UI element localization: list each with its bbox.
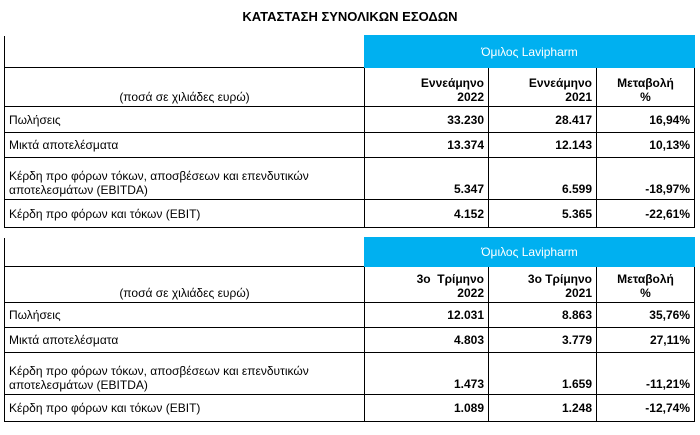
column-header-line2: % <box>640 286 651 300</box>
value-cell: 1.473 <box>365 353 489 395</box>
table-row <box>5 200 695 228</box>
value-cell: 10,13% <box>597 133 695 158</box>
value-cell: 3.779 <box>489 328 597 353</box>
value-cell: 1.659 <box>489 353 597 395</box>
table-row <box>5 395 695 422</box>
row-label: Πωλήσεις <box>5 303 365 328</box>
value-cell: 5.365 <box>489 200 597 228</box>
value-cell: 16,94% <box>597 107 695 133</box>
column-header-line2: 2021 <box>565 286 592 300</box>
row-label: Μικτά αποτελέσματα <box>5 133 365 158</box>
column-header-line1: Μεταβολή <box>617 76 674 90</box>
column-header-line2: 2022 <box>457 90 484 104</box>
column-header-line2: % <box>640 90 651 104</box>
header-row <box>5 267 695 303</box>
column-header-line1: Εννεάμηνο <box>420 76 484 90</box>
units-label: (ποσά σε χιλιάδες ευρώ) <box>5 68 365 107</box>
blank-cell <box>5 238 365 267</box>
row-label: Πωλήσεις <box>5 107 365 133</box>
value-cell: 28.417 <box>489 107 597 133</box>
value-cell: 8.863 <box>489 303 597 328</box>
value-cell: 33.230 <box>365 107 489 133</box>
column-header-line1: Μεταβολή <box>617 272 674 286</box>
value-cell: -18,97% <box>597 158 695 200</box>
table-row <box>5 107 695 133</box>
column-header-line2: 2021 <box>565 90 592 104</box>
table-row <box>5 133 695 158</box>
value-cell: -22,61% <box>597 200 695 228</box>
value-cell: 4.803 <box>365 328 489 353</box>
value-cell: 1.248 <box>489 395 597 422</box>
units-label: (ποσά σε χιλιάδες ευρώ) <box>5 267 365 303</box>
row-label: Κέρδη προ φόρων και τόκων (EBIT) <box>5 395 365 422</box>
value-cell: -11,21% <box>597 353 695 395</box>
column-header <box>365 68 489 107</box>
value-cell: 12.143 <box>489 133 597 158</box>
table-row <box>5 353 695 395</box>
row-label: Μικτά αποτελέσματα <box>5 328 365 353</box>
income-table-third-quarter <box>4 237 695 422</box>
document-title: ΚΑΤΑΣΤΑΣΗ ΣΥΝΟΛΙΚΩΝ ΕΣΟΔΩΝ <box>242 9 458 24</box>
column-header <box>597 267 695 303</box>
value-cell: 12.031 <box>365 303 489 328</box>
blank-cell <box>5 36 365 68</box>
row-label: Κέρδη προ φόρων τόκων, αποσβέσεων και επενδυτικών αποτελεσμάτων (EBITDA) <box>5 158 365 200</box>
column-header <box>365 267 489 303</box>
row-label: Κέρδη προ φόρων και τόκων (EBIT) <box>5 200 365 228</box>
value-cell: 4.152 <box>365 200 489 228</box>
group-header: Όμιλος Lavipharm <box>365 36 695 68</box>
column-header-line1: Εννεάμηνο <box>528 76 592 90</box>
column-header <box>597 68 695 107</box>
column-header-line1: 3ο Τρίμηνο <box>416 272 484 286</box>
column-header <box>489 267 597 303</box>
group-header: Όμιλος Lavipharm <box>365 238 695 267</box>
table-row <box>5 328 695 353</box>
column-header-line2: 2022 <box>457 286 484 300</box>
value-cell: 1.089 <box>365 395 489 422</box>
income-table-nine-months <box>4 35 695 228</box>
value-cell: 35,76% <box>597 303 695 328</box>
value-cell: 6.599 <box>489 158 597 200</box>
row-label: Κέρδη προ φόρων τόκων, αποσβέσεων και επενδυτικών αποτελεσμάτων (EBITDA) <box>5 353 365 395</box>
header-row <box>5 68 695 107</box>
value-cell: -12,74% <box>597 395 695 422</box>
table-row <box>5 303 695 328</box>
value-cell: 5.347 <box>365 158 489 200</box>
column-header <box>489 68 597 107</box>
value-cell: 13.374 <box>365 133 489 158</box>
column-header-line1: 3ο Τρίμηνο <box>527 272 592 286</box>
value-cell: 27,11% <box>597 328 695 353</box>
table-row <box>5 158 695 200</box>
